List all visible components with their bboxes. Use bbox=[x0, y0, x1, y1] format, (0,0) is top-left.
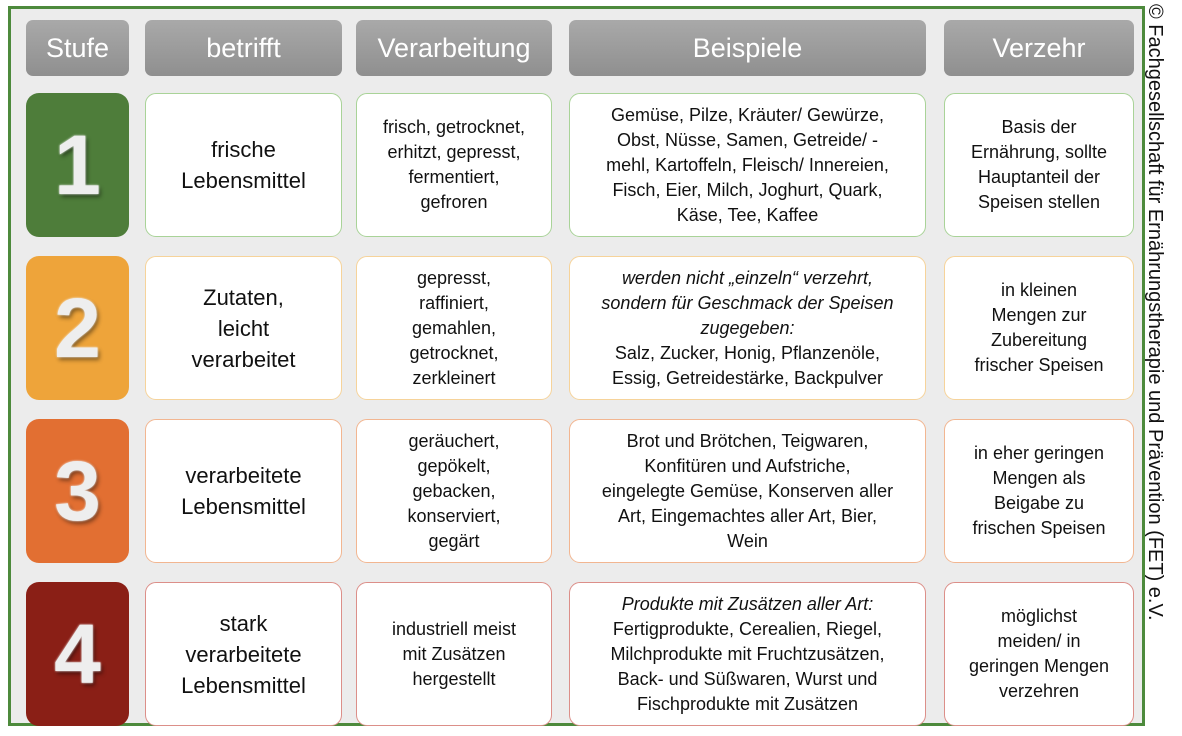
header-betrifft: betrifft bbox=[145, 20, 342, 76]
betrifft-cell-text: stark verarbeitete Lebensmittel bbox=[181, 610, 306, 698]
beispiele-cell bbox=[569, 256, 926, 400]
verarbeitung-cell-text: frisch, getrocknet, erhitzt, gepresst, fermentiert, gefroren bbox=[382, 117, 526, 212]
level-badge bbox=[26, 256, 129, 400]
verzehr-cell bbox=[944, 582, 1134, 726]
betrifft-cell bbox=[145, 419, 342, 563]
verzehr-cell-text: Basis der Ernährung, sollte Hauptanteil der Speisen stellen bbox=[970, 117, 1108, 212]
level-badge bbox=[26, 582, 129, 726]
verzehr-cell-text: möglichst meiden/ in geringen Mengen verzehren bbox=[968, 606, 1110, 701]
beispiele-text: Fertigprodukte, Cerealien, Riegel, Milchprodukte mit Fruchtzusätzen, Back- und Süßwaren, Wurst und Fischprodukte mit Zusätzen bbox=[610, 618, 885, 714]
verzehr-cell-text: in eher geringen Mengen als Beigabe zu frischen Speisen bbox=[972, 443, 1106, 538]
betrifft-cell-text: frische Lebensmittel bbox=[181, 137, 306, 193]
level-badge bbox=[26, 419, 129, 563]
verarbeitung-cell-text: geräuchert, gepökelt, gebacken, konserviert, gegärt bbox=[407, 430, 501, 551]
verarbeitung-cell bbox=[356, 582, 552, 726]
verzehr-cell-text: in kleinen Mengen zur Zubereitung frischer Speisen bbox=[974, 280, 1104, 375]
beispiele-text: Gemüse, Pilze, Kräuter/ Gewürze, Obst, Nüsse, Samen, Getreide/ - mehl, Kartoffeln, Fleisch/ Innereien, Fisch, Eier, Milch, Joghurt, Quark, Käse, Tee, Kaffee bbox=[606, 104, 889, 225]
level-number: 1 bbox=[54, 117, 101, 212]
beispiele-intro: Produkte mit Zusätzen aller Art: bbox=[621, 593, 874, 614]
betrifft-cell-text: Zutaten, leicht verarbeitet bbox=[191, 284, 296, 372]
beispiele-intro: werden nicht „einzeln“ verzehrt, sondern für Geschmack der Speisen zugegeben: bbox=[601, 267, 894, 338]
header-stufe: Stufe bbox=[26, 20, 129, 76]
beispiele-cell bbox=[569, 582, 926, 726]
classification-table bbox=[8, 6, 1145, 726]
level-number: 4 bbox=[54, 606, 101, 701]
betrifft-cell bbox=[145, 93, 342, 237]
verarbeitung-cell bbox=[356, 93, 552, 237]
header-verarbeitung: Verarbeitung bbox=[356, 20, 552, 76]
header-beispiele: Beispiele bbox=[569, 20, 926, 76]
verarbeitung-cell bbox=[356, 256, 552, 400]
beispiele-text: Salz, Zucker, Honig, Pflanzenöle, Essig, Getreidestärke, Backpulver bbox=[611, 342, 884, 388]
beispiele-cell bbox=[569, 419, 926, 563]
betrifft-cell bbox=[145, 256, 342, 400]
beispiele-cell bbox=[569, 93, 926, 237]
verzehr-cell bbox=[944, 93, 1134, 237]
verzehr-cell bbox=[944, 256, 1134, 400]
betrifft-cell bbox=[145, 582, 342, 726]
header-verzehr: Verzehr bbox=[944, 20, 1134, 76]
betrifft-cell-text: verarbeitete Lebensmittel bbox=[181, 463, 306, 519]
level-number: 2 bbox=[54, 280, 101, 375]
copyright-credit: © Fachgesellschaft für Ernährungstherapie und Prävention (FET) e.V. bbox=[1144, 4, 1166, 621]
verarbeitung-cell bbox=[356, 419, 552, 563]
verarbeitung-cell-text: gepresst, raffiniert, gemahlen, getrocknet, zerkleinert bbox=[409, 267, 499, 388]
verarbeitung-cell-text: industriell meist mit Zusätzen hergestellt bbox=[391, 618, 517, 689]
level-badge bbox=[26, 93, 129, 237]
beispiele-text: Brot und Brötchen, Teigwaren, Konfitüren und Aufstriche, eingelegte Gemüse, Konserven aller Art, Eingemachtes aller Art, Bier, Wein bbox=[601, 430, 894, 551]
verzehr-cell bbox=[944, 419, 1134, 563]
level-number: 3 bbox=[54, 443, 101, 538]
